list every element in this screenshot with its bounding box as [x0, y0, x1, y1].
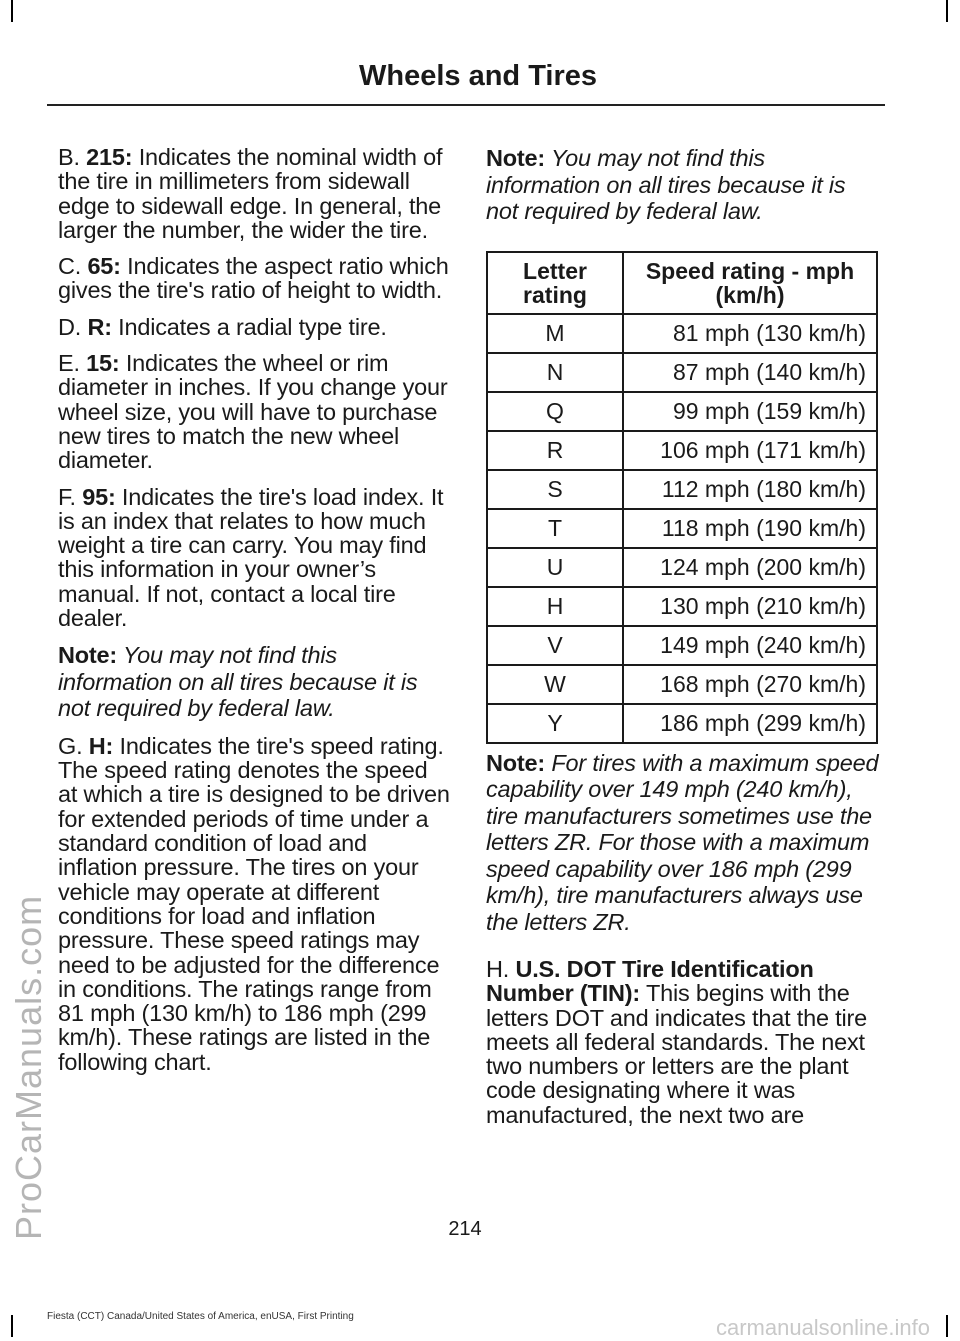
footer-text: Fiesta (CCT) Canada/United States of America, enUSA, First Printing: [47, 1311, 354, 1322]
speed-cell: 87 mph (140 km/h): [623, 353, 877, 392]
table-row: [487, 470, 877, 509]
speed-cell: 168 mph (270 km/h): [623, 665, 877, 704]
right-column: [486, 145, 881, 1139]
speed-cell: 149 mph (240 km/h): [623, 626, 877, 665]
header-rule: [47, 104, 885, 106]
note: Note: You may not find this information on all tires because it is not required by federal law.: [486, 145, 846, 224]
crop-mark: [11, 0, 13, 22]
letter-cell: H: [487, 587, 623, 626]
table-row: [487, 587, 877, 626]
item-b: B. 215: Indicates the nominal width of the tire in millimeters from sidewall edge to sidewall edge. In general, the larger the number, the wider the tire.: [58, 144, 443, 243]
speed-cell: 112 mph (180 km/h): [623, 470, 877, 509]
item-c: C. 65: Indicates the aspect ratio which gives the tire's ratio of height to width.: [58, 253, 449, 304]
letter-cell: Q: [487, 392, 623, 431]
letter-cell: M: [487, 314, 623, 353]
speed-cell: 124 mph (200 km/h): [623, 548, 877, 587]
letter-cell: V: [487, 626, 623, 665]
letter-cell: N: [487, 353, 623, 392]
speed-cell: 118 mph (190 km/h): [623, 509, 877, 548]
speed-cell: 81 mph (130 km/h): [623, 314, 877, 353]
left-column: [58, 145, 450, 1086]
table-row: [487, 431, 877, 470]
table-row: [487, 353, 877, 392]
letter-cell: U: [487, 548, 623, 587]
note: Note: You may not find this information on all tires because it is not required by federal law.: [58, 642, 418, 722]
table-row: [487, 626, 877, 665]
page-title: Wheels and Tires: [359, 60, 597, 92]
column-header-letter: Letter rating: [487, 252, 623, 314]
crop-mark: [946, 1315, 948, 1337]
speed-cell: 186 mph (299 km/h): [623, 704, 877, 743]
crop-mark: [946, 0, 948, 22]
column-header-speed: Speed rating - mph (km/h): [623, 252, 877, 314]
page-number: 214: [448, 1218, 482, 1240]
bottom-watermark: carmanualsonline.info: [715, 1315, 930, 1340]
item-e: E. 15: Indicates the wheel or rim diameter in inches. If you change your wheel size, you will have to purchase new tires to match the new wheel diameter.: [58, 350, 448, 474]
item-g: G. H: Indicates the tire's speed rating. The speed rating denotes the speed at which a tire is designed to be driven for extended periods of time under a standard condition of load and inflation pressure. The tires on your vehicle may operate at different conditions for load and inflation pressure. These speed ratings may need to be adjusted for the difference in conditions. The ratings range from 81 mph (130 km/h) to 186 mph (299 km/h). These ratings are listed in the following chart.: [58, 732, 450, 1075]
letter-cell: S: [487, 470, 623, 509]
table-row: [487, 548, 877, 587]
table-row: [487, 665, 877, 704]
letter-cell: T: [487, 509, 623, 548]
letter-cell: W: [487, 665, 623, 704]
item-f: F. 95: Indicates the tire's load index. It is an index that relates to how much weight a tire can carry. You may find this information in your owner’s manual. If not, contact a local tire dealer.: [58, 483, 444, 632]
table-row: [487, 704, 877, 743]
item-d: D. R: Indicates a radial type tire.: [58, 313, 387, 340]
speed-cell: 99 mph (159 km/h): [623, 392, 877, 431]
speed-cell: 130 mph (210 km/h): [623, 587, 877, 626]
speed-rating-table: [486, 251, 878, 744]
table-row: [487, 509, 877, 548]
letter-cell: R: [487, 431, 623, 470]
letter-cell: Y: [487, 704, 623, 743]
note: Note: For tires with a maximum speed capability over 149 mph (240 km/h), tire manufacturers sometimes use the letters ZR. For those with a maximum speed capability over 186 mph (299 km/h), tire manufacturers always use the letters ZR.: [486, 749, 879, 935]
item-h: H. U.S. DOT Tire Identification Number (TIN): This begins with the letters DOT and indicates that the tire meets all federal standards. The next two numbers or letters are the plant code designating where it was manufactured, the next two are: [486, 956, 868, 1128]
side-watermark: ProCarManuals.com: [8, 894, 49, 1240]
speed-cell: 106 mph (171 km/h): [623, 431, 877, 470]
table-header-row: [487, 252, 877, 314]
table-row: [487, 314, 877, 353]
table-row: [487, 392, 877, 431]
crop-mark: [11, 1315, 13, 1337]
